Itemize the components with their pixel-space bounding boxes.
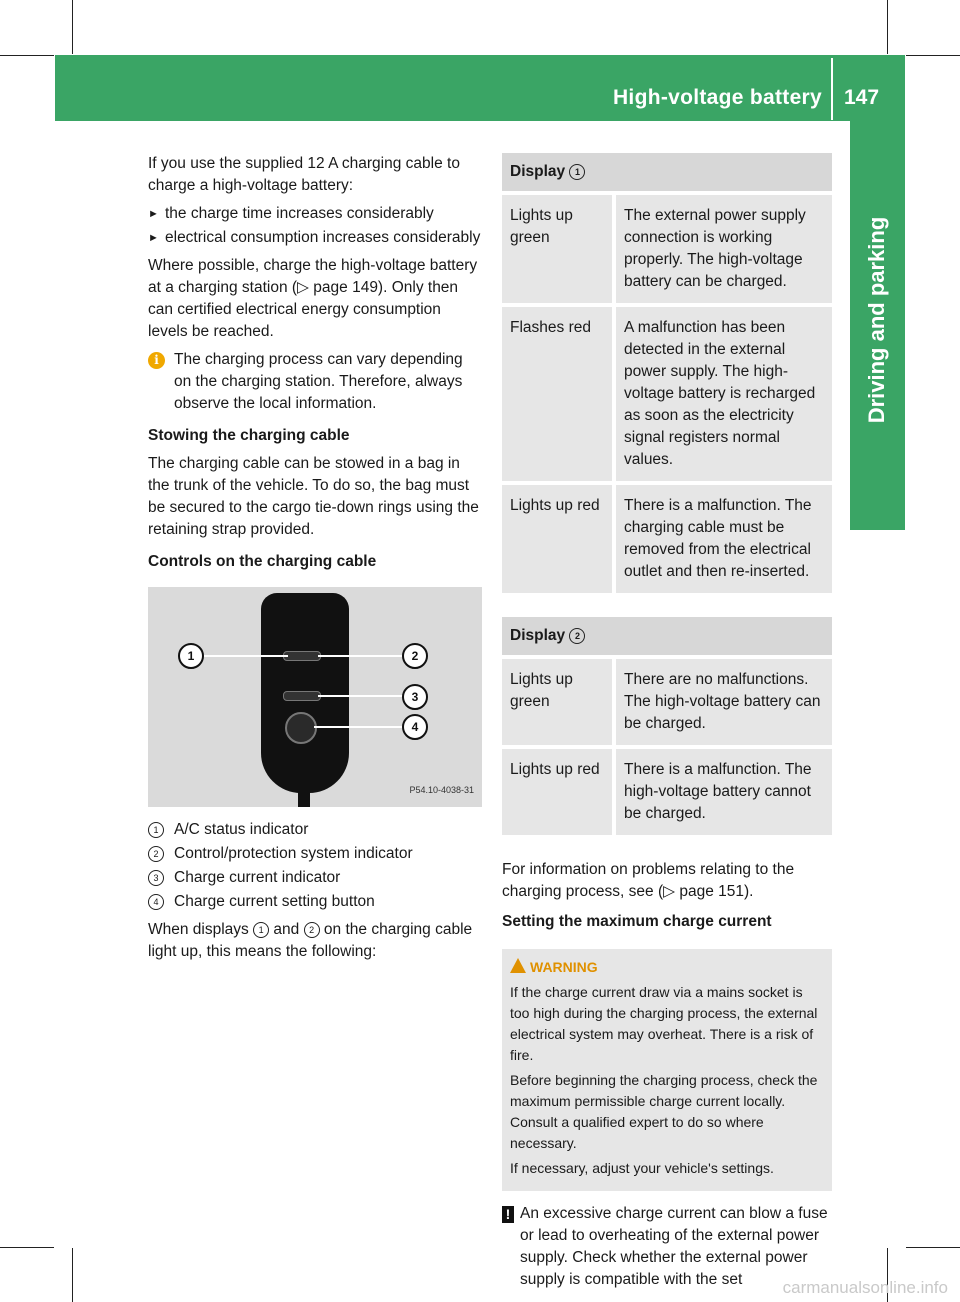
indicator-slot — [283, 651, 321, 661]
page-number: 147 — [844, 86, 880, 109]
charging-cable-photo — [148, 587, 482, 807]
callout-line — [314, 726, 404, 728]
indicator-slot — [283, 691, 321, 701]
crop-mark — [72, 0, 73, 54]
meaning-cell: There are no malfunctions. The high-voltage battery can be charged. — [612, 655, 832, 745]
crop-mark — [72, 1248, 73, 1302]
legend-number: 3 — [148, 870, 164, 886]
closing-part: on the charging cable light up, this means the following: — [148, 921, 473, 960]
header-divider — [831, 58, 833, 120]
legend-item — [148, 843, 482, 865]
callout-3: 3 — [402, 684, 428, 710]
problems-text: For information on problems relating to the charging process, see (▷ page 151). — [502, 861, 795, 900]
state-cell: Lights up red — [502, 745, 612, 835]
display-1-table — [502, 153, 832, 593]
cable — [298, 787, 310, 807]
warning-icon — [510, 958, 526, 973]
side-tab-label: Driving and parking — [864, 216, 889, 424]
legend-text: Charge current setting button — [174, 893, 375, 910]
state-cell: Lights up red — [502, 481, 612, 593]
crop-mark — [906, 55, 960, 56]
callout-line — [318, 655, 404, 657]
stowing-heading: Stowing the charging cable — [148, 427, 350, 444]
notice-icon: ! — [502, 1206, 514, 1223]
warning-text: Before beginning the charging process, check the maximum permissible charge current locally. Consult a qualified expert to do so where necessary. — [510, 1072, 818, 1151]
info-icon: i — [148, 352, 165, 369]
warning-text: If the charge current draw via a mains socket is too high during the charging process, the external electrical system may overheat. There is a risk of fire. — [510, 984, 818, 1063]
warning-text: If necessary, adjust your vehicle's settings. — [510, 1160, 774, 1176]
crop-mark — [906, 1247, 960, 1248]
setting-button — [285, 712, 317, 744]
state-cell: Lights up green — [502, 655, 612, 745]
table-header-number: 1 — [569, 164, 585, 180]
info-note — [148, 349, 482, 415]
callout-2: 2 — [402, 643, 428, 669]
warning-title-text: WARNING — [530, 959, 598, 975]
table-row — [502, 191, 832, 303]
legend-number: 1 — [148, 822, 164, 838]
info-text: The charging process can vary depending on the charging station. Therefore, always observe the local information. — [174, 351, 463, 412]
state-cell: Lights up green — [502, 191, 612, 303]
legend-item — [148, 867, 482, 889]
bullet-icon: ► — [148, 208, 159, 220]
callout-4: 4 — [402, 714, 428, 740]
max-current-heading: Setting the maximum charge current — [502, 913, 772, 930]
table-header — [502, 617, 832, 655]
meaning-cell: A malfunction has been detected in the external power supply. The high-voltage battery is recharged as soon as the electricity signal registers normal values. — [612, 303, 832, 481]
list-item — [148, 203, 482, 225]
stowing-text: The charging cable can be stowed in a bag in the trunk of the vehicle. To do so, the bag must be secured to the cargo tie-down rings using the retaining strap provided. — [148, 455, 479, 538]
table-header-number: 2 — [569, 628, 585, 644]
bullet-icon: ► — [148, 232, 159, 244]
legend-item — [148, 891, 482, 913]
table-header-label: Display — [510, 627, 566, 644]
left-column — [148, 153, 482, 969]
table-header-label: Display — [510, 163, 566, 180]
list-item — [148, 227, 482, 249]
table-row — [502, 655, 832, 745]
notice-text: An excessive charge current can blow a fuse or lead to overheating of the external power supply. Check whether the external power supply is compatible with the set — [520, 1205, 828, 1288]
meaning-cell: There is a malfunction. The high-voltage battery cannot be charged. — [612, 745, 832, 835]
section-title: High-voltage battery — [612, 86, 822, 109]
charging-station-text: Where possible, charge the high-voltage battery at a charging station (▷ page 149). Only then can certified electrical energy consumption levels be reached. — [148, 257, 478, 340]
callout-1: 1 — [178, 643, 204, 669]
table-row — [502, 303, 832, 481]
table-row — [502, 481, 832, 593]
legend-number: 2 — [148, 846, 164, 862]
crop-mark — [887, 0, 888, 54]
legend-text: A/C status indicator — [174, 821, 309, 838]
displays-text — [148, 919, 482, 963]
meaning-cell: The external power supply connection is working properly. The high-voltage battery can be charged. — [612, 191, 832, 303]
closing-part: When displays — [148, 921, 249, 938]
legend-number: 4 — [148, 894, 164, 910]
right-column — [502, 153, 832, 1291]
legend-item — [148, 819, 482, 841]
inline-number: 1 — [253, 922, 269, 938]
display-2-table — [502, 617, 832, 835]
legend-text: Control/protection system indicator — [174, 845, 413, 862]
legend-text: Charge current indicator — [174, 869, 341, 886]
closing-part: and — [273, 921, 300, 938]
intro-text: If you use the supplied 12 A charging cable to charge a high-voltage battery: — [148, 155, 460, 194]
state-cell: Flashes red — [502, 303, 612, 481]
meaning-cell: There is a malfunction. The charging cable must be removed from the electrical outlet and then re-inserted. — [612, 481, 832, 593]
table-header — [502, 153, 832, 191]
watermark: carmanualsonline.info — [782, 1278, 948, 1297]
photo-code: P54.10-4038-31 — [409, 785, 474, 795]
inline-number: 2 — [304, 922, 320, 938]
bullet-text: electrical consumption increases considerably — [165, 229, 481, 246]
callout-line — [202, 655, 288, 657]
crop-mark — [0, 55, 54, 56]
table-row — [502, 745, 832, 835]
bullet-text: the charge time increases considerably — [165, 205, 434, 222]
controls-heading: Controls on the charging cable — [148, 553, 377, 570]
crop-mark — [0, 1247, 54, 1248]
warning-title — [510, 957, 824, 978]
callout-line — [318, 695, 404, 697]
warning-box — [502, 949, 832, 1191]
